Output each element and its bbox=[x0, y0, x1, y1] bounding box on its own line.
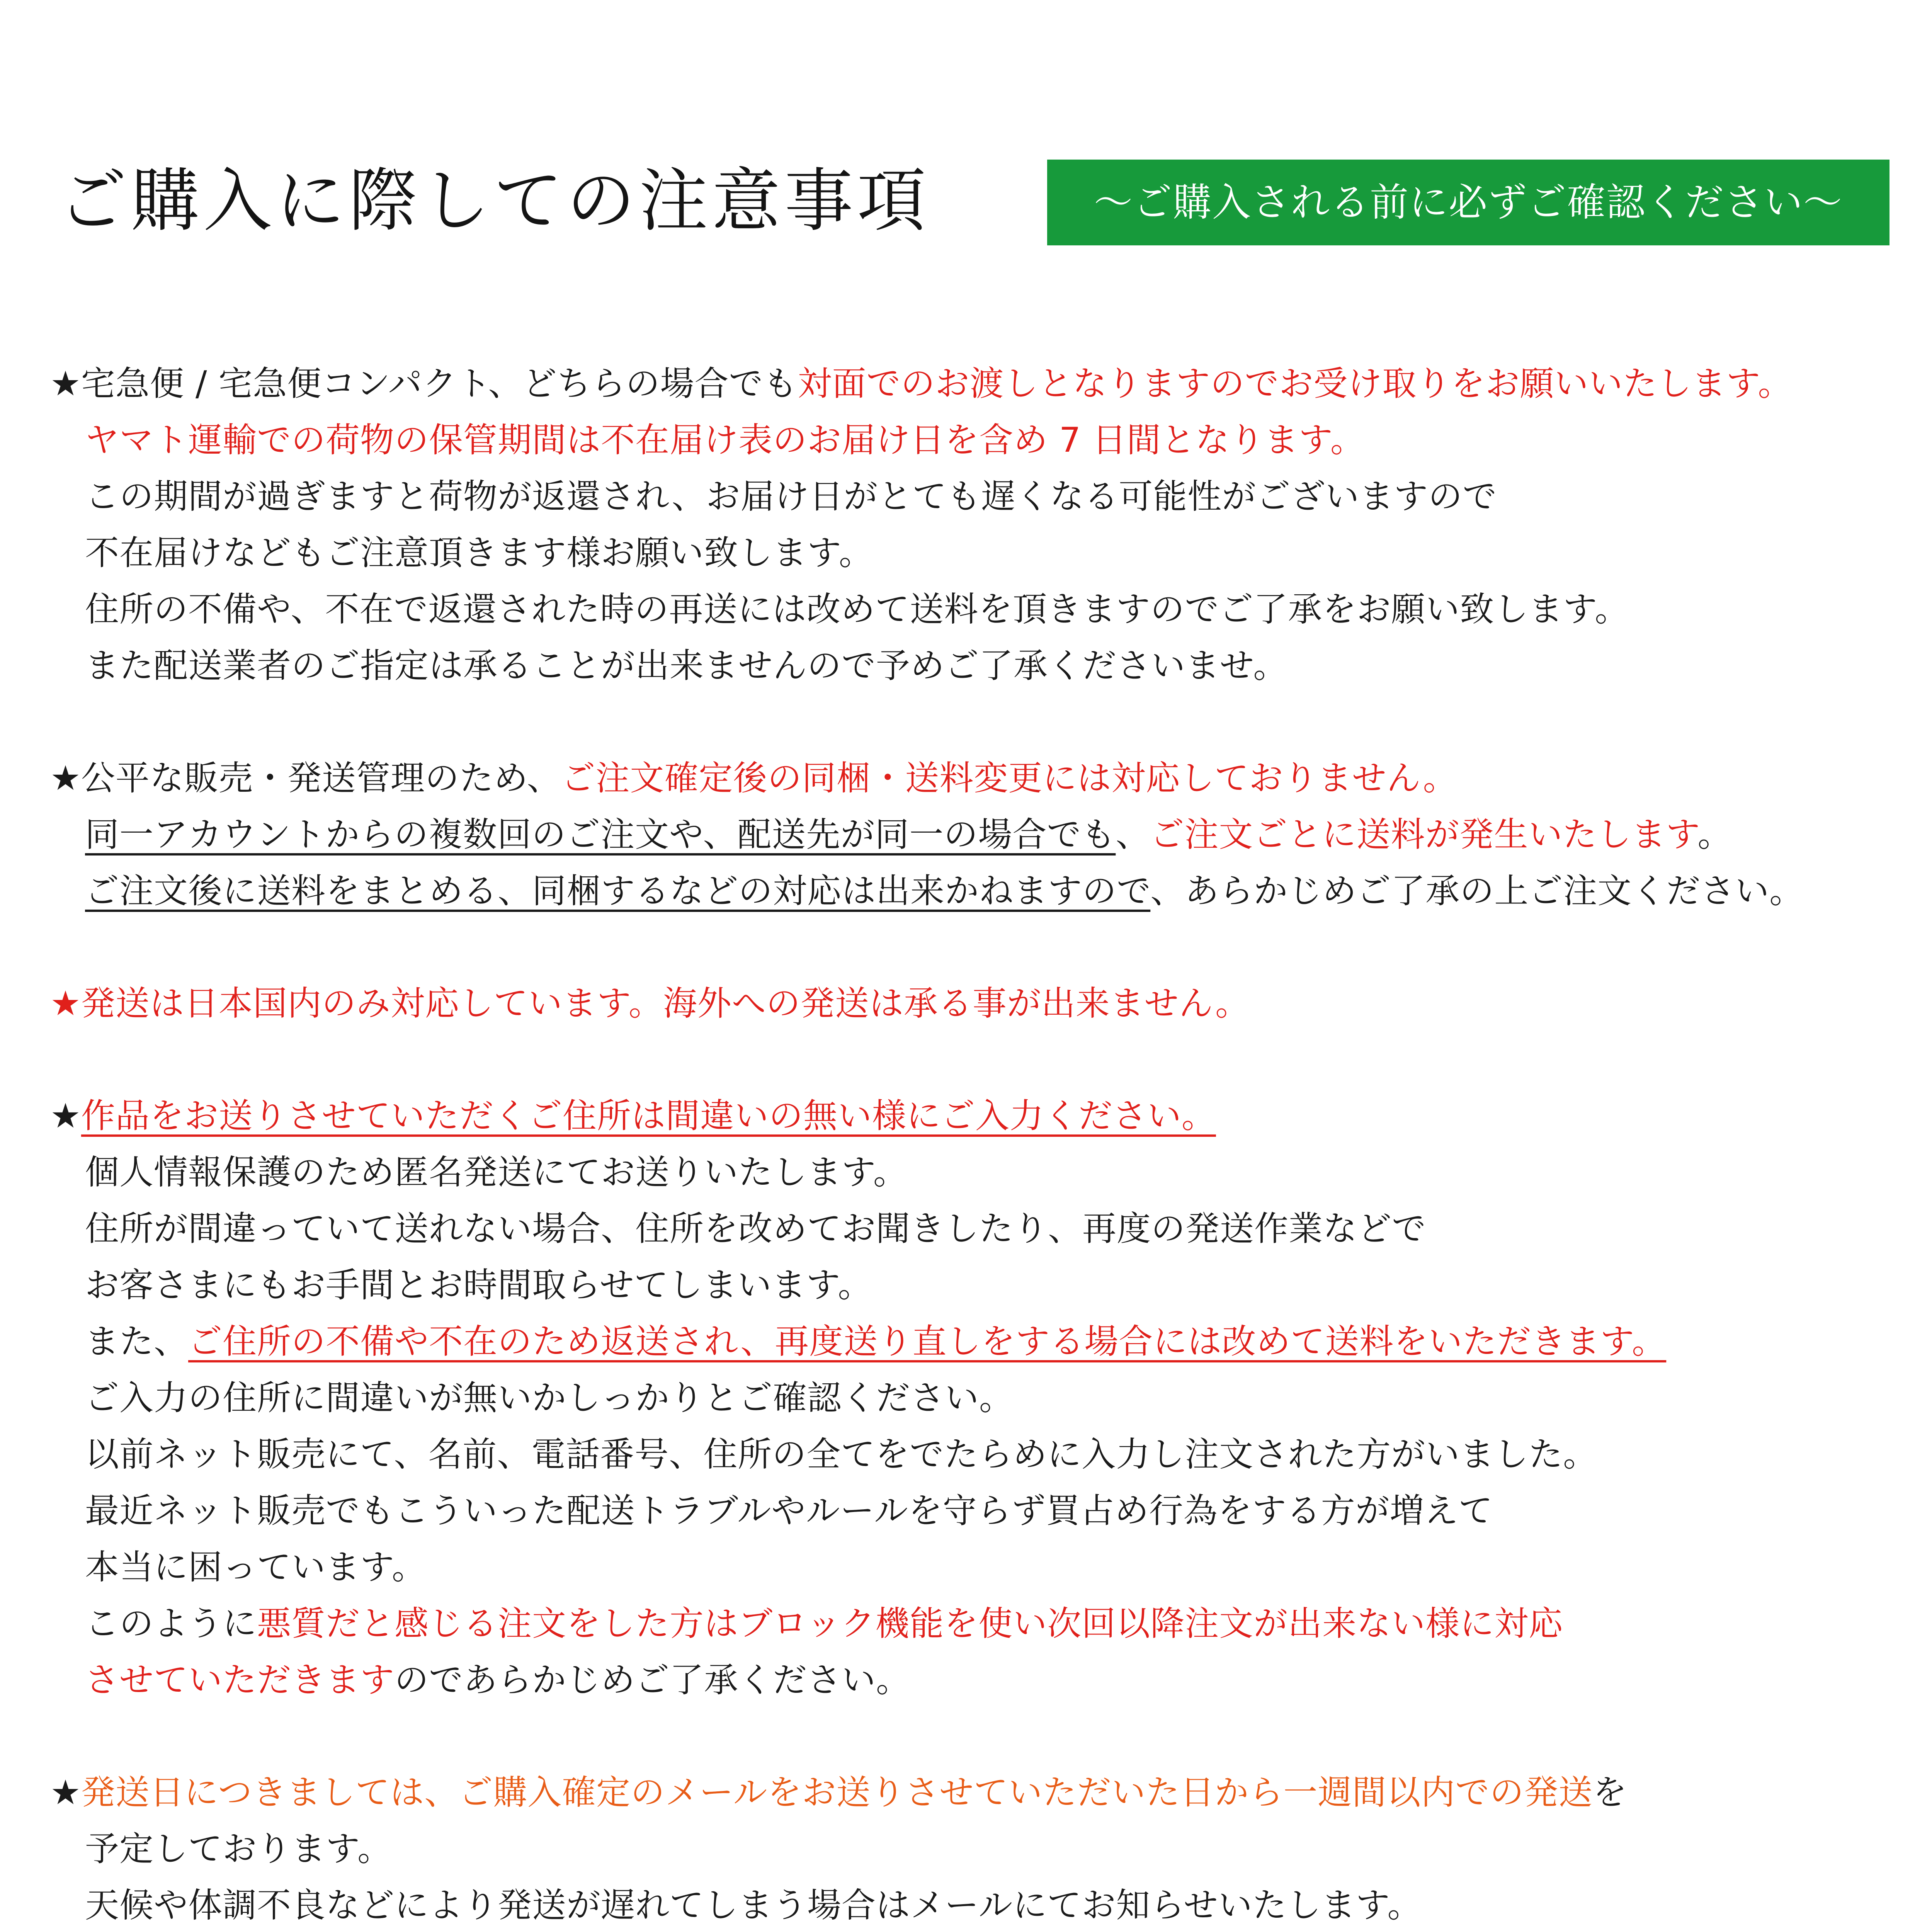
notice-content bbox=[50, 355, 1889, 1932]
text-segment: このように bbox=[85, 1604, 257, 1643]
notice-line bbox=[50, 1483, 1889, 1539]
notice-line bbox=[50, 1201, 1889, 1257]
text-segment: 予定しております。 bbox=[85, 1829, 392, 1869]
notice-section bbox=[50, 975, 1889, 1032]
notice-line bbox=[50, 525, 1889, 581]
notice-line bbox=[50, 750, 1889, 806]
text-segment: 、 bbox=[1116, 815, 1150, 854]
notice-line bbox=[50, 1821, 1889, 1877]
notice-line bbox=[50, 468, 1889, 525]
notice-line bbox=[50, 355, 1889, 412]
text-segment: のであらかじめご了承ください。 bbox=[395, 1660, 911, 1700]
notice-line bbox=[50, 1539, 1889, 1595]
text-segment: 以前ネット販売にて、名前、電話番号、住所の全てをでたらめに入力し注文された方がいました。 bbox=[85, 1434, 1598, 1474]
text-segment: を bbox=[1593, 1772, 1628, 1812]
text-segment: 同一アカウントからの複数回のご注文や、配送先が同一の場合でも bbox=[85, 815, 1116, 854]
notice-line bbox=[50, 1595, 1889, 1652]
notice-line bbox=[50, 1426, 1889, 1483]
notice-line bbox=[50, 581, 1889, 638]
notice-line bbox=[50, 1088, 1889, 1144]
text-segment: また、 bbox=[85, 1321, 189, 1361]
notice-section bbox=[50, 750, 1889, 919]
text-segment: 本当に困っています。 bbox=[85, 1547, 426, 1587]
notice-line bbox=[50, 1877, 1889, 1932]
text-segment: ★発送は日本国内のみ対応しています。海外への発送は承る事が出来ません。 bbox=[50, 983, 1250, 1023]
text-segment: 対面でのお渡しとなりますのでお受け取りをお願いいたします。 bbox=[798, 364, 1793, 403]
text-segment: 発送日につきましては、ご購入確定のメールをお送りさせていただいた日から一週間以内での発送 bbox=[81, 1772, 1593, 1812]
notice-line bbox=[50, 1313, 1889, 1370]
text-segment: 住所の不備や、不在で返還された時の再送には改めて送料を頂きますのでご了承をお願い致します。 bbox=[85, 589, 1629, 629]
text-segment: ★公平な販売・発送管理のため、 bbox=[50, 758, 561, 798]
text-segment: させていただきます bbox=[85, 1660, 395, 1700]
notice-line bbox=[50, 806, 1889, 863]
notice-line bbox=[50, 1764, 1889, 1821]
text-segment: ご入力の住所に間違いが無いかしっかりとご確認ください。 bbox=[85, 1378, 1014, 1418]
notice-section bbox=[50, 1764, 1889, 1932]
notice-line bbox=[50, 638, 1889, 694]
header bbox=[58, 156, 1889, 245]
notice-line bbox=[50, 1652, 1889, 1708]
notice-section bbox=[50, 1088, 1889, 1708]
text-segment: ★ bbox=[50, 1096, 81, 1136]
text-segment: ★ bbox=[50, 1772, 81, 1812]
text-segment: ご住所の不備や不在のため返送され、再度送り直しをする場合には改めて送料をいただきます。 bbox=[188, 1321, 1667, 1361]
text-segment: 天候や体調不良などにより発送が遅れてしまう場合はメールにてお知らせいたします。 bbox=[85, 1885, 1422, 1925]
notice-line bbox=[50, 975, 1889, 1032]
text-segment: 住所が間違っていて送れない場合、住所を改めてお聞きしたり、再度の発送作業などで bbox=[85, 1209, 1427, 1248]
notice-line bbox=[50, 863, 1889, 919]
text-segment: ご注文ごとに送料が発生いたします bbox=[1150, 815, 1698, 854]
text-segment: 、あらかじめご了承の上ご注文ください。 bbox=[1150, 871, 1804, 911]
notice-line bbox=[50, 1144, 1889, 1201]
text-segment: 悪質だと感じる注文をした方はブロック機能を使い次回以降注文が出来ない様に対応 bbox=[257, 1604, 1563, 1643]
text-segment: 作品をお送りさせていただくご住所は間違いの無い様にご入力ください。 bbox=[81, 1096, 1216, 1136]
text-segment: この期間が過ぎますと荷物が返還され、お届け日がとても遅くなる可能性がございますので bbox=[85, 476, 1497, 516]
text-segment: ご注文確定後の同梱・送料変更には対応しておりません。 bbox=[561, 758, 1458, 798]
notice-section bbox=[50, 355, 1889, 694]
text-segment: 最近ネット販売でもこういった配送トラブルやルールを守らず買占め行為をする方が増えて bbox=[85, 1491, 1493, 1531]
text-segment: ご注文後に送料をまとめる、同梱するなどの対応は出来かねますので bbox=[85, 871, 1151, 911]
page-title: ご購入に際しての注意事項 bbox=[58, 161, 930, 241]
text-segment: 不在届けなどもご注意頂きます様お願い致します。 bbox=[85, 533, 873, 573]
notice-line bbox=[50, 1257, 1889, 1313]
text-segment: ヤマト運輸での荷物の保管期間は不在届け表のお届け日を含め 7 日間となります。 bbox=[85, 420, 1365, 460]
text-segment: 個人情報保護のため匿名発送にてお送りいたします。 bbox=[85, 1152, 908, 1192]
text-segment: ★宅急便 / 宅急便コンパクト、どちらの場合でも bbox=[50, 364, 798, 403]
notice-line bbox=[50, 412, 1889, 468]
text-segment: お客さまにもお手間とお時間取らせてしまいます。 bbox=[85, 1265, 872, 1305]
tagline-banner: 〜ご購入される前に必ずご確認ください〜 bbox=[1047, 160, 1889, 245]
text-segment: 。 bbox=[1697, 815, 1732, 854]
notice-line bbox=[50, 1370, 1889, 1426]
text-segment: また配送業者のご指定は承ることが出来ませんので予めご了承くださいませ。 bbox=[85, 646, 1288, 685]
